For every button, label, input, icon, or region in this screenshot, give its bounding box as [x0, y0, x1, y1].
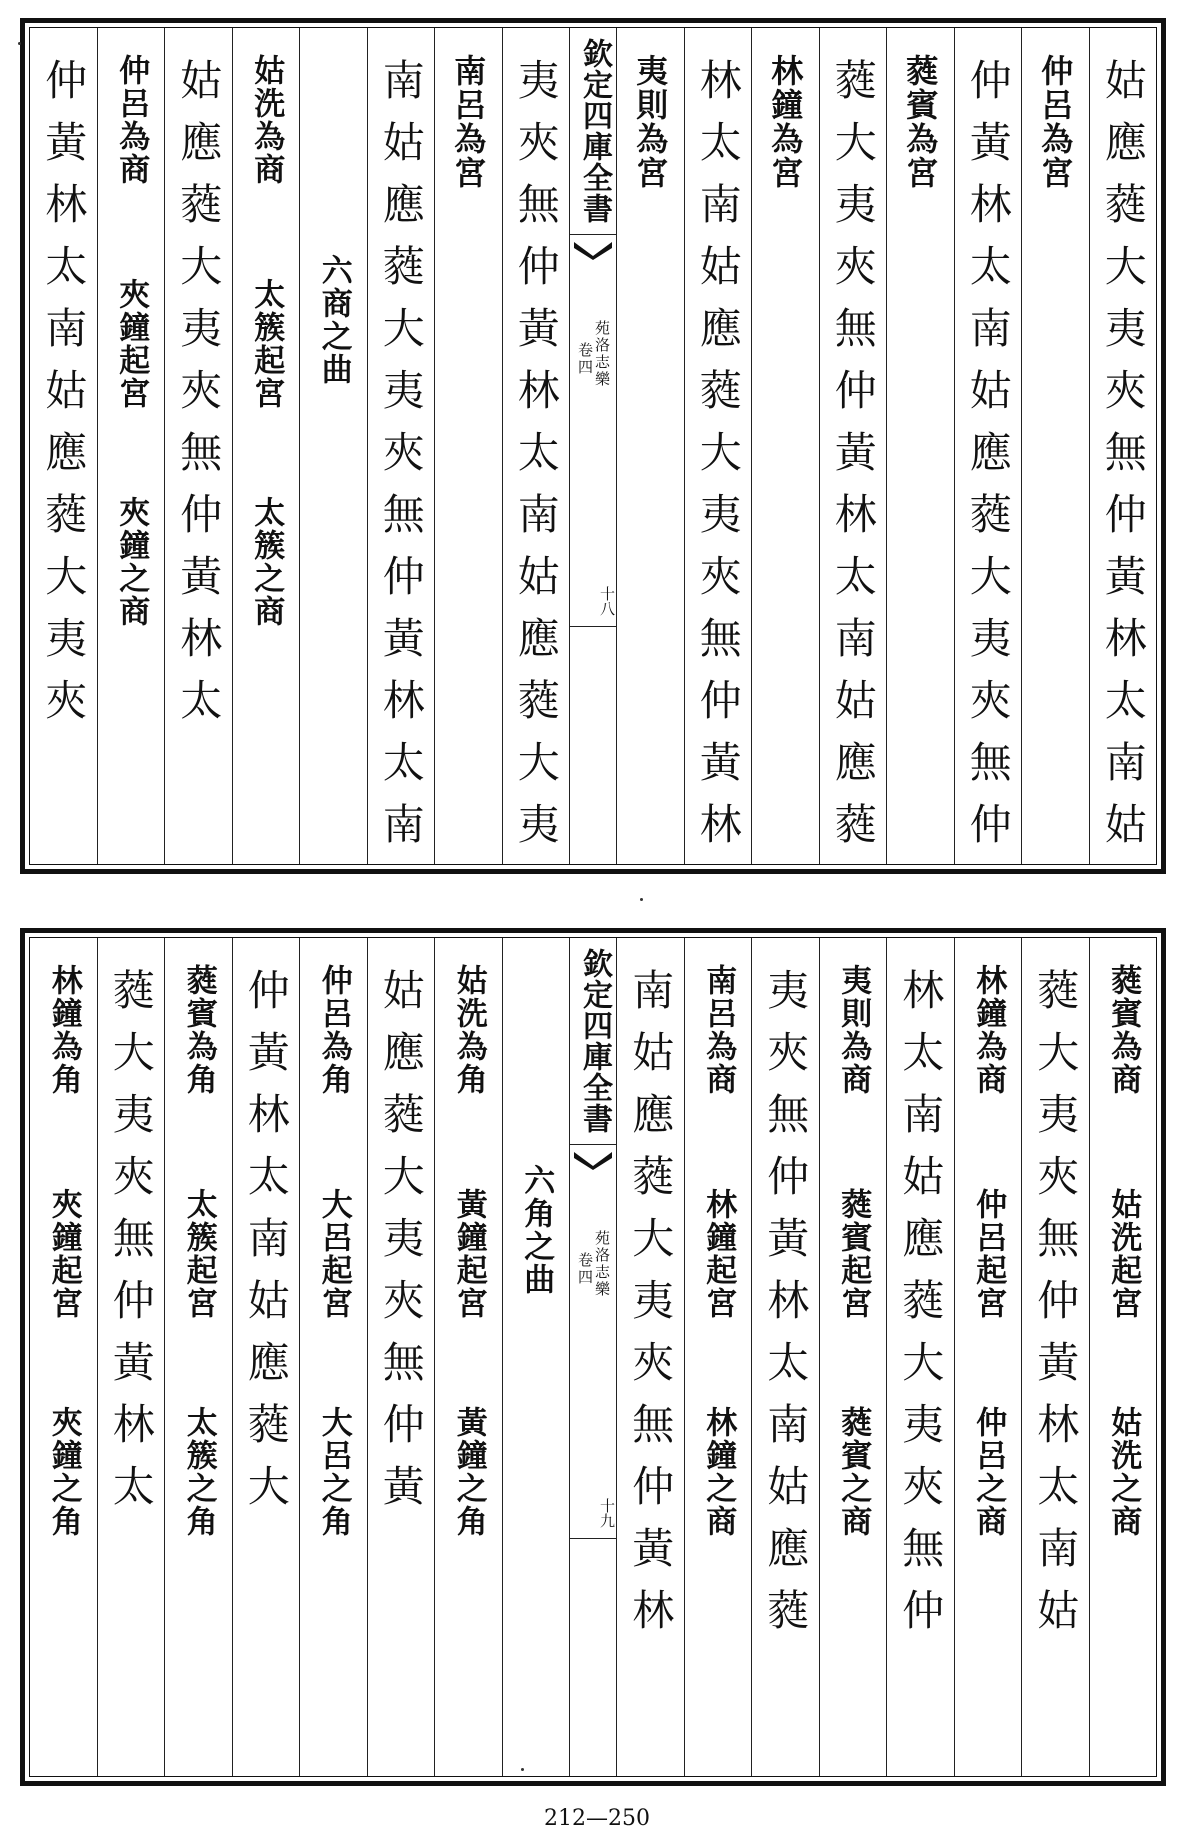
pitch-sequence: 仲黃林太南姑應蕤大: [241, 968, 291, 1526]
pitch-sequence: 仲黃林太南姑應蕤大夷夾: [39, 58, 89, 740]
pitch-sequence: 姑應蕤大夷夾無仲黃: [376, 968, 426, 1526]
text-column: [1021, 28, 1089, 864]
starting-pitch: 太簇起宮: [180, 1188, 217, 1320]
gutter-side-title: [572, 1230, 614, 1298]
pitch-sequence: 夷夾無仲黃林太南姑應蕤: [761, 968, 811, 1650]
pitch-sequence-wrap: [887, 938, 954, 1776]
mode-heading-wrap: [617, 28, 684, 864]
pitch-sequence: 南姑應蕤大夷夾無仲黃林: [626, 968, 676, 1650]
mode-heading: 仲呂為商: [113, 54, 150, 186]
mode-heading: 仲呂為宮: [1036, 54, 1075, 190]
text-column: [232, 938, 300, 1776]
text-column: [886, 28, 954, 864]
pitch-sequence-wrap: [955, 28, 1022, 864]
top-page-columns: [30, 28, 1156, 864]
mode-heading-wrap: [435, 28, 502, 864]
mode-heading: 姑洗為角: [450, 964, 487, 1096]
text-column: [1021, 938, 1089, 1776]
pitch-sequence: 姑應蕤大夷夾無仲黃林太: [174, 58, 224, 740]
mode-name: 仲呂之商: [970, 1406, 1007, 1538]
text-column: [30, 938, 97, 1776]
bottom-page-frame: [29, 937, 1157, 1777]
mode-heading: 夷則為商: [835, 964, 872, 1096]
pitch-sequence-wrap: [685, 28, 752, 864]
mode-name: 夾鐘之商: [113, 496, 150, 628]
starting-pitch: 黃鐘起宮: [450, 1188, 487, 1320]
text-column: [616, 28, 684, 864]
pitch-sequence-wrap: [752, 938, 819, 1776]
text-column: [616, 938, 684, 1776]
mode-heading: 蕤賓為宮: [901, 54, 940, 190]
pitch-sequence: 林太南姑應蕤大夷夾無仲: [896, 968, 946, 1650]
scan-speck: [640, 898, 643, 901]
starting-pitch: 大呂起宮: [315, 1188, 352, 1320]
text-column: [367, 938, 435, 1776]
fishtail-ornament: [574, 1150, 612, 1170]
center-gutter: [569, 28, 616, 864]
text-column: [819, 28, 887, 864]
text-column: [367, 28, 435, 864]
mode-heading: 林鐘為商: [970, 964, 1007, 1096]
bottom-page: [20, 928, 1166, 1786]
text-column: [30, 28, 97, 864]
text-column: [97, 28, 165, 864]
pitch-sequence-wrap: [30, 28, 97, 864]
text-column: [164, 938, 232, 1776]
mode-name: 姑洗之商: [1105, 1406, 1142, 1538]
pitch-sequence: 仲黃林太南姑應蕤大夷夾無仲: [963, 58, 1013, 864]
pitch-sequence-wrap: [233, 938, 300, 1776]
text-column: [299, 938, 367, 1776]
mode-heading: 蕤賓為商: [1105, 964, 1142, 1096]
mode-heading: 蕤賓為角: [180, 964, 217, 1096]
mode-heading: 林鐘為角: [45, 964, 82, 1096]
pitch-sequence: 南姑應蕤大夷夾無仲黃林太南: [376, 58, 426, 864]
text-column: [97, 938, 165, 1776]
volume-number: 卷四: [576, 1252, 594, 1286]
mode-heading-wrap: [887, 28, 954, 864]
volume-number: 卷四: [576, 342, 594, 376]
text-column: [751, 938, 819, 1776]
mode-name: 大呂之角: [315, 1406, 352, 1538]
pitch-sequence-wrap: [98, 938, 165, 1776]
mode-heading: 南呂為商: [700, 964, 737, 1096]
pitch-sequence-wrap: [820, 28, 887, 864]
text-column: [819, 938, 887, 1776]
pitch-sequence-wrap: [368, 938, 435, 1776]
pitch-sequence: 蕤大夷夾無仲黃林太南姑應蕤: [828, 58, 878, 864]
fishtail-ornament: [574, 240, 612, 260]
pitch-sequence-wrap: [1090, 28, 1157, 864]
pitch-sequence-wrap: [1022, 938, 1089, 1776]
mode-heading-wrap: [1022, 28, 1089, 864]
text-column: [684, 28, 752, 864]
starting-pitch: 夾鐘起宮: [45, 1188, 82, 1320]
text-column: [434, 28, 502, 864]
starting-pitch: 林鐘起宮: [700, 1188, 737, 1320]
section-title: 六商之曲: [315, 254, 352, 386]
gutter-rule: [570, 1538, 616, 1539]
mode-name: 蕤賓之商: [835, 1406, 872, 1538]
mode-name: 黃鐘之角: [450, 1406, 487, 1538]
pitch-sequence: 林太南姑應蕤大夷夾無仲黃林: [693, 58, 743, 864]
side-title-text: 苑洛志樂: [593, 1230, 611, 1298]
text-column: [1089, 938, 1157, 1776]
pitch-sequence-wrap: [617, 938, 684, 1776]
pitch-sequence: 蕤大夷夾無仲黃林太: [106, 968, 156, 1526]
text-column: [502, 28, 570, 864]
page-reference: 212—250: [544, 1806, 650, 1831]
mode-heading: 南呂為宮: [449, 54, 488, 190]
starting-pitch: 姑洗起宮: [1105, 1188, 1142, 1320]
text-column: [751, 28, 819, 864]
mode-heading: 林鐘為宮: [766, 54, 805, 190]
gutter-side-title: [572, 320, 614, 388]
gutter-rule: [570, 1144, 616, 1145]
text-column: [434, 938, 502, 1776]
mode-name: 林鐘之商: [700, 1406, 737, 1538]
text-column: [1089, 28, 1157, 864]
pitch-sequence: 蕤大夷夾無仲黃林太南姑: [1031, 968, 1081, 1650]
mode-heading: 仲呂為角: [315, 964, 352, 1096]
text-column: [299, 28, 367, 864]
gutter-rule: [570, 626, 616, 627]
pitch-sequence: 夷夾無仲黃林太南姑應蕤大夷: [511, 58, 561, 864]
text-column: [502, 938, 570, 1776]
mode-name: 太簇之商: [248, 496, 285, 628]
starting-pitch: 太簇起宮: [248, 278, 285, 410]
text-column: [954, 938, 1022, 1776]
book-title: 欽定四庫全書: [577, 948, 612, 1134]
text-column: [954, 28, 1022, 864]
text-column: [164, 28, 232, 864]
pitch-sequence-wrap: [503, 28, 570, 864]
page-number: 十八: [598, 586, 616, 616]
side-title-text: 苑洛志樂: [593, 320, 611, 388]
gutter-rule: [570, 234, 616, 235]
scan-speck: [521, 1768, 524, 1771]
mode-heading-wrap: [752, 28, 819, 864]
book-title: 欽定四庫全書: [577, 38, 612, 224]
top-page: [20, 18, 1166, 874]
mode-heading: 姑洗為商: [248, 54, 285, 186]
mode-name: 夾鐘之角: [45, 1406, 82, 1538]
text-column: [232, 28, 300, 864]
pitch-sequence-wrap: [368, 28, 435, 864]
pitch-sequence-wrap: [165, 28, 232, 864]
mode-heading: 夷則為宮: [631, 54, 670, 190]
top-page-frame: [29, 27, 1157, 865]
center-gutter: [569, 938, 616, 1776]
mode-name: 太簇之角: [180, 1406, 217, 1538]
scan-speck: [18, 42, 21, 45]
text-column: [886, 938, 954, 1776]
starting-pitch: 夾鐘起宮: [113, 278, 150, 410]
bottom-page-columns: [30, 938, 1156, 1776]
page-number: 十九: [598, 1498, 616, 1528]
text-column: [684, 938, 752, 1776]
starting-pitch: 仲呂起宮: [970, 1188, 1007, 1320]
pitch-sequence: 姑應蕤大夷夾無仲黃林太南姑: [1098, 58, 1148, 864]
section-title: 六角之曲: [518, 1164, 555, 1296]
starting-pitch: 蕤賓起宮: [835, 1188, 872, 1320]
